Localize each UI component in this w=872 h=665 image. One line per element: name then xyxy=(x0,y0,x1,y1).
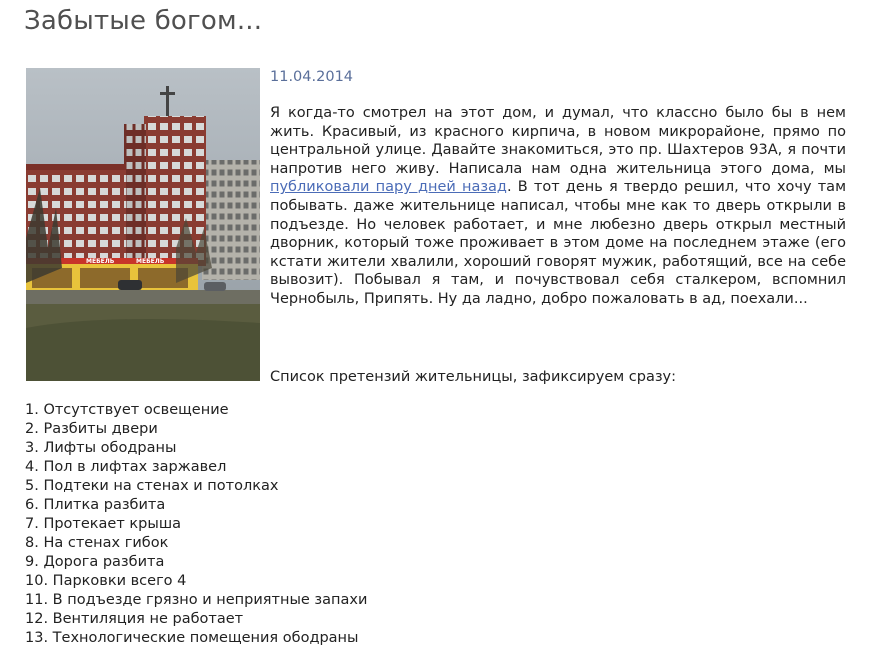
list-item: 3. Лифты ободраны xyxy=(25,440,177,456)
list-item: 13. Технологические помещения ободраны xyxy=(25,630,359,646)
previous-post-link[interactable]: публиковали пару дней назад xyxy=(270,179,507,196)
post-text-part-1: Я когда-то смотрел на этот дом, и думал, что классно было бы в нем жить. Красивый, из красного кирпича, в новом микрорайоне, прямо по центральной улице. Давайте знакомиться, это пр. Шахтеров 93А, я почти напротив него живу. Написала нам одна жительница этого дома, мы xyxy=(270,105,846,177)
list-item: 11. В подъезде грязно и неприятные запахи xyxy=(25,592,368,608)
building-photo[interactable] xyxy=(26,68,260,381)
list-intro: Список претензий жительницы, зафиксируем сразу: xyxy=(270,369,677,385)
list-item: 10. Парковки всего 4 xyxy=(25,573,187,589)
list-item: 9. Дорога разбита xyxy=(25,554,165,570)
list-item: 12. Вентиляция не работает xyxy=(25,611,244,627)
post-title: Забытые богом... xyxy=(24,6,263,36)
list-item: 1. Отсутствует освещение xyxy=(25,402,229,418)
post-date: 11.04.2014 xyxy=(270,69,354,85)
problem-list xyxy=(25,401,367,648)
shop-sign-right: МЕБЕЛЬ xyxy=(136,258,165,265)
post-text-part-2: . В тот день я твердо решил, что хочу там побывать. даже жительнице написал, чтобы мне как то дверь открыли в подъезде. Но человек работает, и мне любезно дверь открыл местный дворник, который тоже проживает в этом доме на последнем этаже (его кстати жители хвалили, хороший говорят мужик, работящий, все на себе вывозит). Побывал я там, и почувствовал себя сталкером, вспомнил Чернобыль, Припять. Ну да ладно, добро пожаловать в ад, поехали... xyxy=(270,179,847,307)
list-item: 6. Плитка разбита xyxy=(25,497,166,513)
building-photo-image xyxy=(26,68,260,381)
list-item: 2. Разбиты двери xyxy=(25,421,158,437)
list-item: 5. Подтеки на стенах и потолках xyxy=(25,478,279,494)
list-item: 8. На стенах гибок xyxy=(25,535,169,551)
list-item: 7. Протекает крыша xyxy=(25,516,181,532)
post-body xyxy=(270,104,846,309)
list-item: 4. Пол в лифтах заржавел xyxy=(25,459,227,475)
shop-sign-left: МЕБЕЛЬ xyxy=(86,258,115,265)
